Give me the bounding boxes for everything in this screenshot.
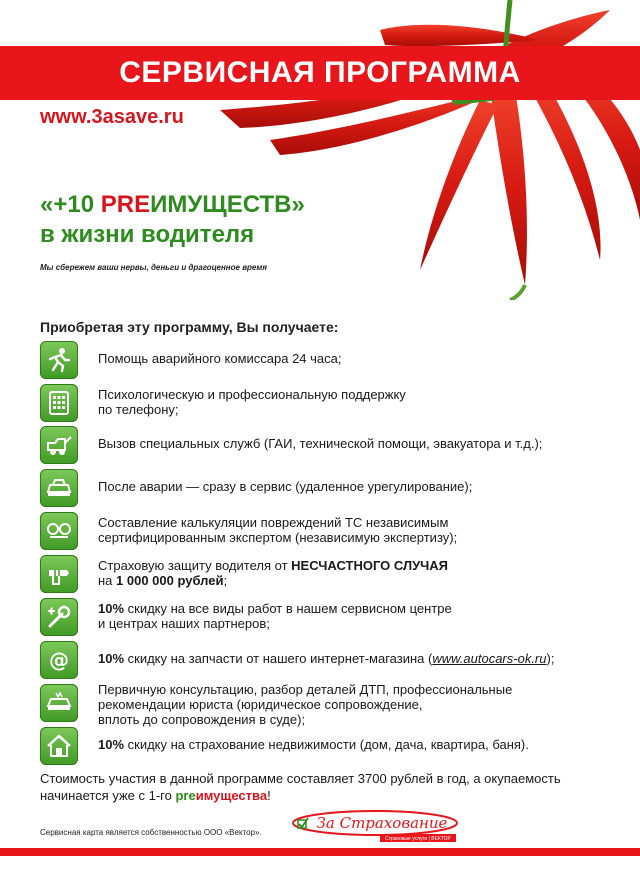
benefit-text-line2: рекомендации юриста (юридическое сопровождение,: [98, 697, 423, 712]
bottom-bar: [0, 848, 640, 856]
benefit-item: [40, 641, 620, 681]
benefit-text-line2-pre: на: [98, 573, 117, 588]
car-service-icon: [40, 469, 78, 507]
benefit-item: [40, 682, 620, 727]
benefit-item: [40, 341, 620, 381]
ownership-footnote: Сервисная карта является собственностью ООО «Вектор».: [40, 828, 262, 837]
benefit-amount: 1 000 000 рублей: [116, 573, 224, 588]
cost-pre: pre: [175, 788, 196, 803]
cost-statement: [40, 770, 561, 804]
benefit-text-line3: вплоть до сопровождения в суде);: [98, 712, 306, 727]
benefit-text-main: скидку на страхование недвижимости (дом, дача, квартира, баня).: [124, 737, 529, 752]
glasses-icon: [40, 512, 78, 550]
benefit-discount: 10%: [98, 601, 125, 616]
benefit-text-line1: скидку на все виды работ в нашем сервисном центре: [124, 601, 452, 616]
wrench-icon: [40, 598, 78, 636]
title-banner: [0, 46, 640, 100]
headline-line2: в жизни водителя: [40, 221, 255, 248]
benefit-item: [40, 512, 620, 552]
benefit-item: [40, 555, 620, 595]
website-link[interactable]: www.3asave.ru: [40, 106, 184, 128]
benefit-text-main: скидку на запчасти от нашего интернет-магазина (: [124, 651, 433, 666]
benefit-text: [98, 682, 512, 727]
tow-truck-icon: [40, 426, 78, 464]
benefit-text: [98, 651, 554, 666]
benefit-text-line1: Первичную консультацию, разбор деталей ДТП, профессиональные: [98, 682, 513, 697]
benefits-intro: Приобретая эту программу, Вы получаете:: [40, 319, 339, 335]
at-sign-icon: [40, 641, 78, 679]
car-crash-icon: [40, 684, 78, 722]
tagline: Мы сбережем ваши нервы, деньги и драгоценное время: [40, 263, 267, 272]
benefit-text: [98, 387, 406, 417]
benefit-text-line1: Психологическую и профессиональную поддержку: [98, 387, 406, 402]
cost-line2-pre: начинается уже с 1-го: [40, 788, 176, 803]
benefit-text-line2: сертифицированным экспертом (независимую экспертизу);: [98, 530, 458, 545]
headline-prefix: «+10: [40, 191, 101, 218]
benefit-item: [40, 469, 620, 509]
benefit-text-emphasis: НЕСЧАСТНОГО СЛУЧАЯ: [291, 558, 449, 573]
svg-text:@: @: [49, 648, 69, 672]
headline-pre: PRE: [100, 191, 151, 218]
phone-keypad-icon: [40, 384, 78, 422]
chili-peppers-illustration: [180, 0, 640, 300]
headline-rest: ИМУЩЕСТВ»: [150, 191, 305, 218]
benefit-item: [40, 426, 620, 466]
benefit-text: [98, 601, 452, 631]
benefit-text: [98, 515, 457, 545]
house-icon: [40, 727, 78, 765]
benefit-discount: 10%: [98, 651, 125, 666]
benefit-text: [98, 737, 529, 752]
za-strahovanie-logo: [290, 808, 460, 844]
cost-rest: имущества: [195, 788, 268, 803]
logo-subtext: Страховые услуги | ВЕКТОР: [385, 836, 451, 842]
cost-end: !: [267, 788, 271, 803]
running-man-icon: [40, 341, 78, 379]
benefit-text-line2: и центрах наших партнеров;: [98, 616, 270, 631]
benefit-item: [40, 727, 620, 767]
benefit-text-pre: Страховую защиту водителя от: [98, 558, 292, 573]
cost-line1: Стоимость участия в данной программе составляет 3700 рублей в год, а окупаемость: [40, 771, 561, 786]
bandaged-hand-icon: [40, 555, 78, 593]
benefit-item: [40, 598, 620, 638]
benefit-text-post: );: [546, 651, 555, 666]
benefit-discount: 10%: [98, 737, 125, 752]
benefit-item: [40, 384, 620, 424]
benefit-text: Помощь аварийного комиссара 24 часа;: [98, 351, 342, 366]
headline-line1: [40, 190, 305, 220]
headline: [40, 190, 305, 250]
benefit-text-line2: по телефону;: [98, 402, 179, 417]
logo-script-text: За Страхование: [316, 814, 448, 832]
benefit-text: После аварии — сразу в сервис (удаленное урегулирование);: [98, 479, 473, 494]
shop-link[interactable]: www.autocars-ok.ru: [432, 651, 547, 666]
benefit-text: Вызов специальных служб (ГАИ, технической помощи, эвакуатора и т.д.);: [98, 436, 543, 451]
benefit-text-line2-post: ;: [223, 573, 228, 588]
program-title: СЕРВИСНАЯ ПРОГРАММА: [119, 56, 521, 89]
benefit-text-line1: Составление калькуляции повреждений ТС независимым: [98, 515, 449, 530]
benefit-text: [98, 558, 448, 588]
